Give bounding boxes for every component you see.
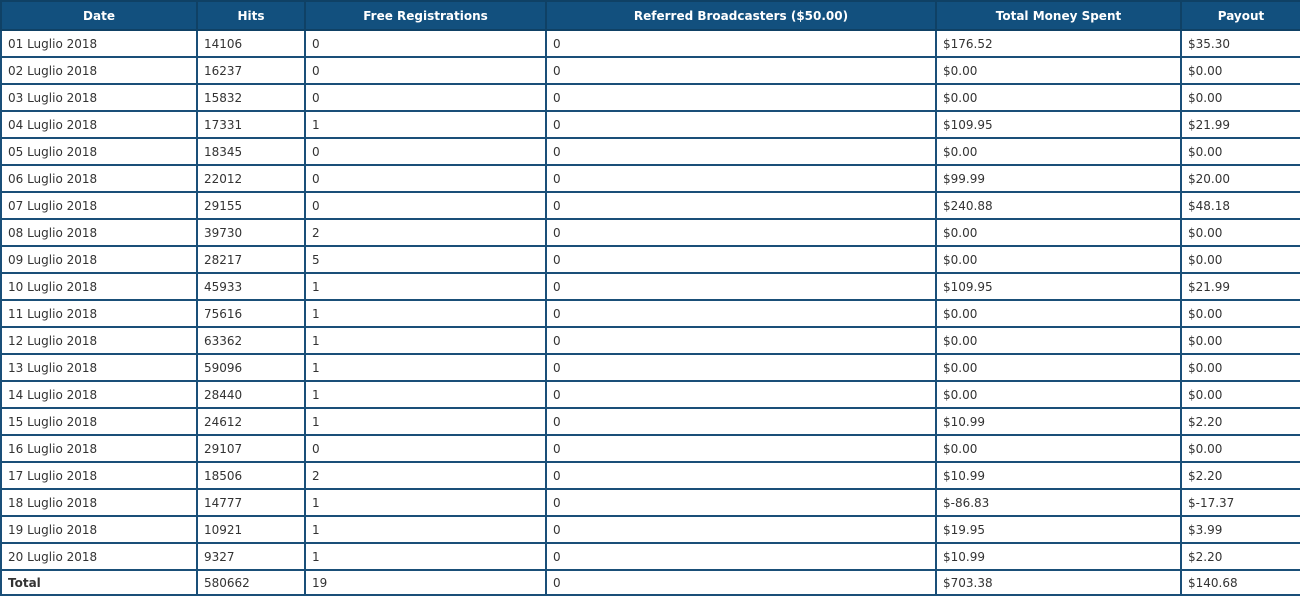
free-registrations-cell: 0	[305, 84, 546, 111]
table-row	[1, 300, 1300, 327]
date-cell: 12 Luglio 2018	[1, 327, 197, 354]
hits-cell: 15832	[197, 84, 305, 111]
referred-broadcasters-cell: 0	[546, 516, 936, 543]
payout-cell: $0.00	[1181, 219, 1300, 246]
hits-cell: 63362	[197, 327, 305, 354]
total-money-spent-cell: $19.95	[936, 516, 1181, 543]
date-cell: 16 Luglio 2018	[1, 435, 197, 462]
hits-cell: 39730	[197, 219, 305, 246]
payout-cell: $21.99	[1181, 111, 1300, 138]
free-registrations-cell: 1	[305, 381, 546, 408]
date-cell: 13 Luglio 2018	[1, 354, 197, 381]
referred-broadcasters-cell: 0	[546, 219, 936, 246]
referred-broadcasters-cell: 0	[546, 354, 936, 381]
date-cell: 06 Luglio 2018	[1, 165, 197, 192]
date-cell: 09 Luglio 2018	[1, 246, 197, 273]
table-row	[1, 219, 1300, 246]
hits-cell: 16237	[197, 57, 305, 84]
column-header-hits[interactable]: Hits	[197, 1, 305, 30]
total-money-spent-cell: $-86.83	[936, 489, 1181, 516]
referred-broadcasters-cell: 0	[546, 138, 936, 165]
referred-broadcasters-cell: 0	[546, 543, 936, 570]
payout-cell: $0.00	[1181, 246, 1300, 273]
column-header-referred-broadcasters[interactable]: Referred Broadcasters ($50.00)	[546, 1, 936, 30]
referred-broadcasters-cell: 0	[546, 327, 936, 354]
payout-cell: $0.00	[1181, 435, 1300, 462]
referred-broadcasters-cell: 0	[546, 165, 936, 192]
total-label: Total	[1, 570, 197, 595]
date-cell: 05 Luglio 2018	[1, 138, 197, 165]
column-header-date[interactable]: Date	[1, 1, 197, 30]
payout-cell: $0.00	[1181, 84, 1300, 111]
table-row	[1, 57, 1300, 84]
date-cell: 18 Luglio 2018	[1, 489, 197, 516]
table-row	[1, 111, 1300, 138]
referred-broadcasters-cell: 0	[546, 57, 936, 84]
total-referred-broadcasters-cell: 0	[546, 570, 936, 595]
free-registrations-cell: 0	[305, 435, 546, 462]
hits-cell: 29155	[197, 192, 305, 219]
table-row	[1, 435, 1300, 462]
referred-broadcasters-cell: 0	[546, 408, 936, 435]
referred-broadcasters-cell: 0	[546, 84, 936, 111]
total-money-spent-cell: $0.00	[936, 219, 1181, 246]
total-money-spent-cell: $0.00	[936, 300, 1181, 327]
table-row	[1, 165, 1300, 192]
total-money-spent-cell: $10.99	[936, 543, 1181, 570]
referred-broadcasters-cell: 0	[546, 381, 936, 408]
date-cell: 03 Luglio 2018	[1, 84, 197, 111]
date-cell: 17 Luglio 2018	[1, 462, 197, 489]
hits-cell: 14777	[197, 489, 305, 516]
total-row	[1, 570, 1300, 595]
total-money-spent-sum-cell: $703.38	[936, 570, 1181, 595]
header-row	[1, 1, 1300, 30]
total-money-spent-cell: $0.00	[936, 435, 1181, 462]
total-money-spent-cell: $10.99	[936, 408, 1181, 435]
free-registrations-cell: 0	[305, 30, 546, 57]
table-row	[1, 192, 1300, 219]
hits-cell: 75616	[197, 300, 305, 327]
column-header-payout[interactable]: Payout	[1181, 1, 1300, 30]
payout-cell: $0.00	[1181, 57, 1300, 84]
referred-broadcasters-cell: 0	[546, 246, 936, 273]
total-hits-cell: 580662	[197, 570, 305, 595]
free-registrations-cell: 2	[305, 219, 546, 246]
payout-cell: $20.00	[1181, 165, 1300, 192]
referred-broadcasters-cell: 0	[546, 435, 936, 462]
total-money-spent-cell: $0.00	[936, 57, 1181, 84]
hits-cell: 45933	[197, 273, 305, 300]
payout-cell: $-17.37	[1181, 489, 1300, 516]
date-cell: 15 Luglio 2018	[1, 408, 197, 435]
hits-cell: 22012	[197, 165, 305, 192]
free-registrations-cell: 1	[305, 111, 546, 138]
free-registrations-cell: 5	[305, 246, 546, 273]
referred-broadcasters-cell: 0	[546, 489, 936, 516]
hits-cell: 24612	[197, 408, 305, 435]
free-registrations-cell: 2	[305, 462, 546, 489]
hits-cell: 9327	[197, 543, 305, 570]
date-cell: 19 Luglio 2018	[1, 516, 197, 543]
date-cell: 02 Luglio 2018	[1, 57, 197, 84]
date-cell: 07 Luglio 2018	[1, 192, 197, 219]
hits-cell: 18506	[197, 462, 305, 489]
referred-broadcasters-cell: 0	[546, 462, 936, 489]
hits-cell: 59096	[197, 354, 305, 381]
table-row	[1, 489, 1300, 516]
table-row	[1, 138, 1300, 165]
hits-cell: 17331	[197, 111, 305, 138]
referred-broadcasters-cell: 0	[546, 30, 936, 57]
table-row	[1, 327, 1300, 354]
referred-broadcasters-cell: 0	[546, 192, 936, 219]
free-registrations-cell: 0	[305, 192, 546, 219]
column-header-free-registrations[interactable]: Free Registrations	[305, 1, 546, 30]
free-registrations-cell: 0	[305, 165, 546, 192]
hits-cell: 28440	[197, 381, 305, 408]
free-registrations-cell: 0	[305, 138, 546, 165]
date-cell: 20 Luglio 2018	[1, 543, 197, 570]
free-registrations-cell: 1	[305, 516, 546, 543]
referred-broadcasters-cell: 0	[546, 273, 936, 300]
total-money-spent-cell: $0.00	[936, 354, 1181, 381]
free-registrations-cell: 1	[305, 489, 546, 516]
table-row	[1, 246, 1300, 273]
payout-cell: $0.00	[1181, 138, 1300, 165]
date-cell: 01 Luglio 2018	[1, 30, 197, 57]
free-registrations-cell: 1	[305, 327, 546, 354]
date-cell: 10 Luglio 2018	[1, 273, 197, 300]
date-cell: 08 Luglio 2018	[1, 219, 197, 246]
total-money-spent-cell: $109.95	[936, 273, 1181, 300]
payout-cell: $21.99	[1181, 273, 1300, 300]
total-money-spent-cell: $176.52	[936, 30, 1181, 57]
date-cell: 14 Luglio 2018	[1, 381, 197, 408]
hits-cell: 28217	[197, 246, 305, 273]
payout-cell: $0.00	[1181, 327, 1300, 354]
table-row	[1, 354, 1300, 381]
total-money-spent-cell: $99.99	[936, 165, 1181, 192]
date-cell: 04 Luglio 2018	[1, 111, 197, 138]
total-money-spent-cell: $0.00	[936, 381, 1181, 408]
free-registrations-cell: 0	[305, 57, 546, 84]
payout-cell: $2.20	[1181, 543, 1300, 570]
hits-cell: 10921	[197, 516, 305, 543]
table-row	[1, 543, 1300, 570]
free-registrations-cell: 1	[305, 408, 546, 435]
referred-broadcasters-cell: 0	[546, 300, 936, 327]
table-row	[1, 381, 1300, 408]
hits-cell: 29107	[197, 435, 305, 462]
table-row	[1, 516, 1300, 543]
table-row	[1, 462, 1300, 489]
total-money-spent-cell: $109.95	[936, 111, 1181, 138]
payout-cell: $3.99	[1181, 516, 1300, 543]
payout-cell: $0.00	[1181, 300, 1300, 327]
payout-cell: $2.20	[1181, 408, 1300, 435]
hits-cell: 18345	[197, 138, 305, 165]
total-payout-cell: $140.68	[1181, 570, 1300, 595]
payout-cell: $2.20	[1181, 462, 1300, 489]
date-cell: 11 Luglio 2018	[1, 300, 197, 327]
free-registrations-cell: 1	[305, 354, 546, 381]
table-row	[1, 30, 1300, 57]
total-money-spent-cell: $0.00	[936, 138, 1181, 165]
table-row	[1, 84, 1300, 111]
payout-cell: $0.00	[1181, 354, 1300, 381]
total-money-spent-cell: $0.00	[936, 327, 1181, 354]
total-money-spent-cell: $10.99	[936, 462, 1181, 489]
total-money-spent-cell: $240.88	[936, 192, 1181, 219]
free-registrations-cell: 1	[305, 543, 546, 570]
payout-cell: $35.30	[1181, 30, 1300, 57]
payout-cell: $48.18	[1181, 192, 1300, 219]
payout-cell: $0.00	[1181, 381, 1300, 408]
total-free-registrations-cell: 19	[305, 570, 546, 595]
free-registrations-cell: 1	[305, 300, 546, 327]
table-row	[1, 408, 1300, 435]
total-money-spent-cell: $0.00	[936, 84, 1181, 111]
total-money-spent-cell: $0.00	[936, 246, 1181, 273]
referred-broadcasters-cell: 0	[546, 111, 936, 138]
hits-cell: 14106	[197, 30, 305, 57]
table-row	[1, 273, 1300, 300]
column-header-total-money-spent[interactable]: Total Money Spent	[936, 1, 1181, 30]
free-registrations-cell: 1	[305, 273, 546, 300]
